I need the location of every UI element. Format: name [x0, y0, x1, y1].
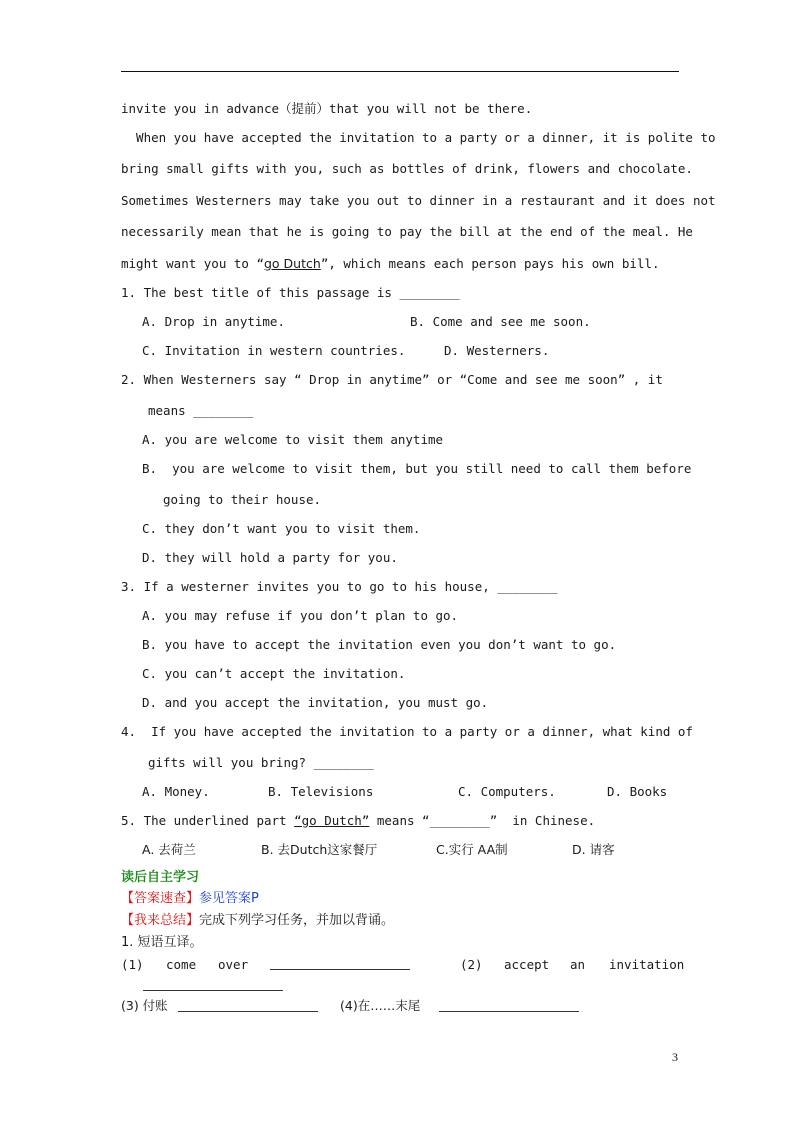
- phrase-item-2-word: accept: [504, 957, 550, 972]
- q4-option-c: C. Computers.: [458, 784, 556, 799]
- q1-option-c: C. Invitation in western countries.: [142, 343, 406, 358]
- page-number: 3: [672, 1050, 678, 1064]
- passage-text: might want you to “: [121, 256, 264, 271]
- question-2-stem: 2. When Westerners say “ Drop in anytime” or “Come and see me soon” , it: [121, 372, 663, 387]
- q2-option-b-cont: going to their house.: [163, 492, 322, 507]
- summary-line: [121, 913, 394, 929]
- header-rule: [121, 71, 679, 72]
- q3-option-d: D. and you accept the invitation, you must go.: [142, 695, 489, 710]
- q4-option-a: A. Money.: [142, 784, 210, 799]
- phrase-item-4: (4)在……末尾: [340, 998, 421, 1013]
- answer-blank[interactable]: [143, 978, 283, 991]
- passage-text: ”, which means each person pays his own bill.: [320, 256, 660, 271]
- question-1-stem: 1. The best title of this passage is ________: [121, 285, 460, 300]
- question-4-stem: 4. If you have accepted the invitation to a party or a dinner, what kind of: [121, 724, 693, 739]
- question-2-stem-cont: means ________: [148, 403, 254, 418]
- passage-line: [121, 256, 659, 272]
- q1-option-a: A. Drop in anytime.: [142, 314, 285, 329]
- phrase-item-1-word: come: [166, 957, 197, 972]
- answer-link[interactable]: 参见答案P: [199, 891, 259, 906]
- answer-label: 【答案速查】: [121, 891, 200, 906]
- section-heading: 读后自主学习: [121, 870, 200, 885]
- q3-option-b: B. you have to accept the invitation even you don’t want to go.: [142, 637, 617, 652]
- q5-option-b: B. 去Dutch这家餐厅: [261, 842, 378, 857]
- q4-option-b: B. Televisions: [268, 784, 374, 799]
- q2-option-a: A. you are welcome to visit them anytime: [142, 432, 444, 447]
- task-1-title: 1. 短语互译。: [121, 935, 203, 950]
- q2-option-d: D. they will hold a party for you.: [142, 550, 398, 565]
- q5-go-dutch-underlined: “go Dutch”: [294, 813, 370, 828]
- phrase-item-1-num: (1): [121, 957, 144, 972]
- phrase-item-2-word: an: [570, 957, 586, 972]
- phrase-item-3: (3) 付账: [121, 998, 168, 1013]
- q5-option-c: C.实行 AA制: [436, 842, 508, 857]
- q5-option-d: D. 请客: [572, 842, 615, 857]
- answer-blank[interactable]: [439, 999, 579, 1012]
- q3-option-c: C. you can’t accept the invitation.: [142, 666, 406, 681]
- passage-line: When you have accepted the invitation to a party or a dinner, it is polite to: [121, 130, 716, 145]
- summary-text: 完成下列学习任务，并加以背诵。: [199, 913, 395, 928]
- passage-line: Sometimes Westerners may take you out to dinner in a restaurant and it does not: [121, 193, 716, 208]
- q3-option-a: A. you may refuse if you don’t plan to go.: [142, 608, 459, 623]
- go-dutch-underlined: go Dutch: [264, 256, 321, 271]
- answer-blank[interactable]: [270, 957, 410, 970]
- phrase-item-2-word: invitation: [609, 957, 685, 972]
- passage-line: necessarily mean that he is going to pay the bill at the end of the meal. He: [121, 224, 693, 239]
- q4-option-d: D. Books: [607, 784, 668, 799]
- passage-line: invite you in advance（提前）that you will not be there.: [121, 101, 533, 116]
- phrase-item-2-num: (2): [460, 957, 483, 972]
- question-3-stem: 3. If a westerner invites you to go to his house, ________: [121, 579, 558, 594]
- q5-option-a: A. 去荷兰: [142, 842, 196, 857]
- q2-option-c: C. they don’t want you to visit them.: [142, 521, 421, 536]
- answer-blank[interactable]: [178, 999, 318, 1012]
- passage-line: bring small gifts with you, such as bottles of drink, flowers and chocolate.: [121, 161, 693, 176]
- q2-option-b: B. you are welcome to visit them, but you still need to call them before: [142, 461, 692, 476]
- summary-label: 【我来总结】: [121, 913, 200, 928]
- phrase-item-1-word: over: [218, 957, 249, 972]
- answer-line: [121, 891, 259, 907]
- q5-stem-text: means “________” in Chinese.: [369, 813, 596, 828]
- q1-option-b: B. Come and see me soon.: [410, 314, 591, 329]
- question-4-stem-cont: gifts will you bring? ________: [148, 755, 374, 770]
- q1-option-d: D. Westerners.: [444, 343, 550, 358]
- q5-stem-text: 5. The underlined part: [121, 813, 295, 828]
- question-5-stem: [121, 813, 595, 829]
